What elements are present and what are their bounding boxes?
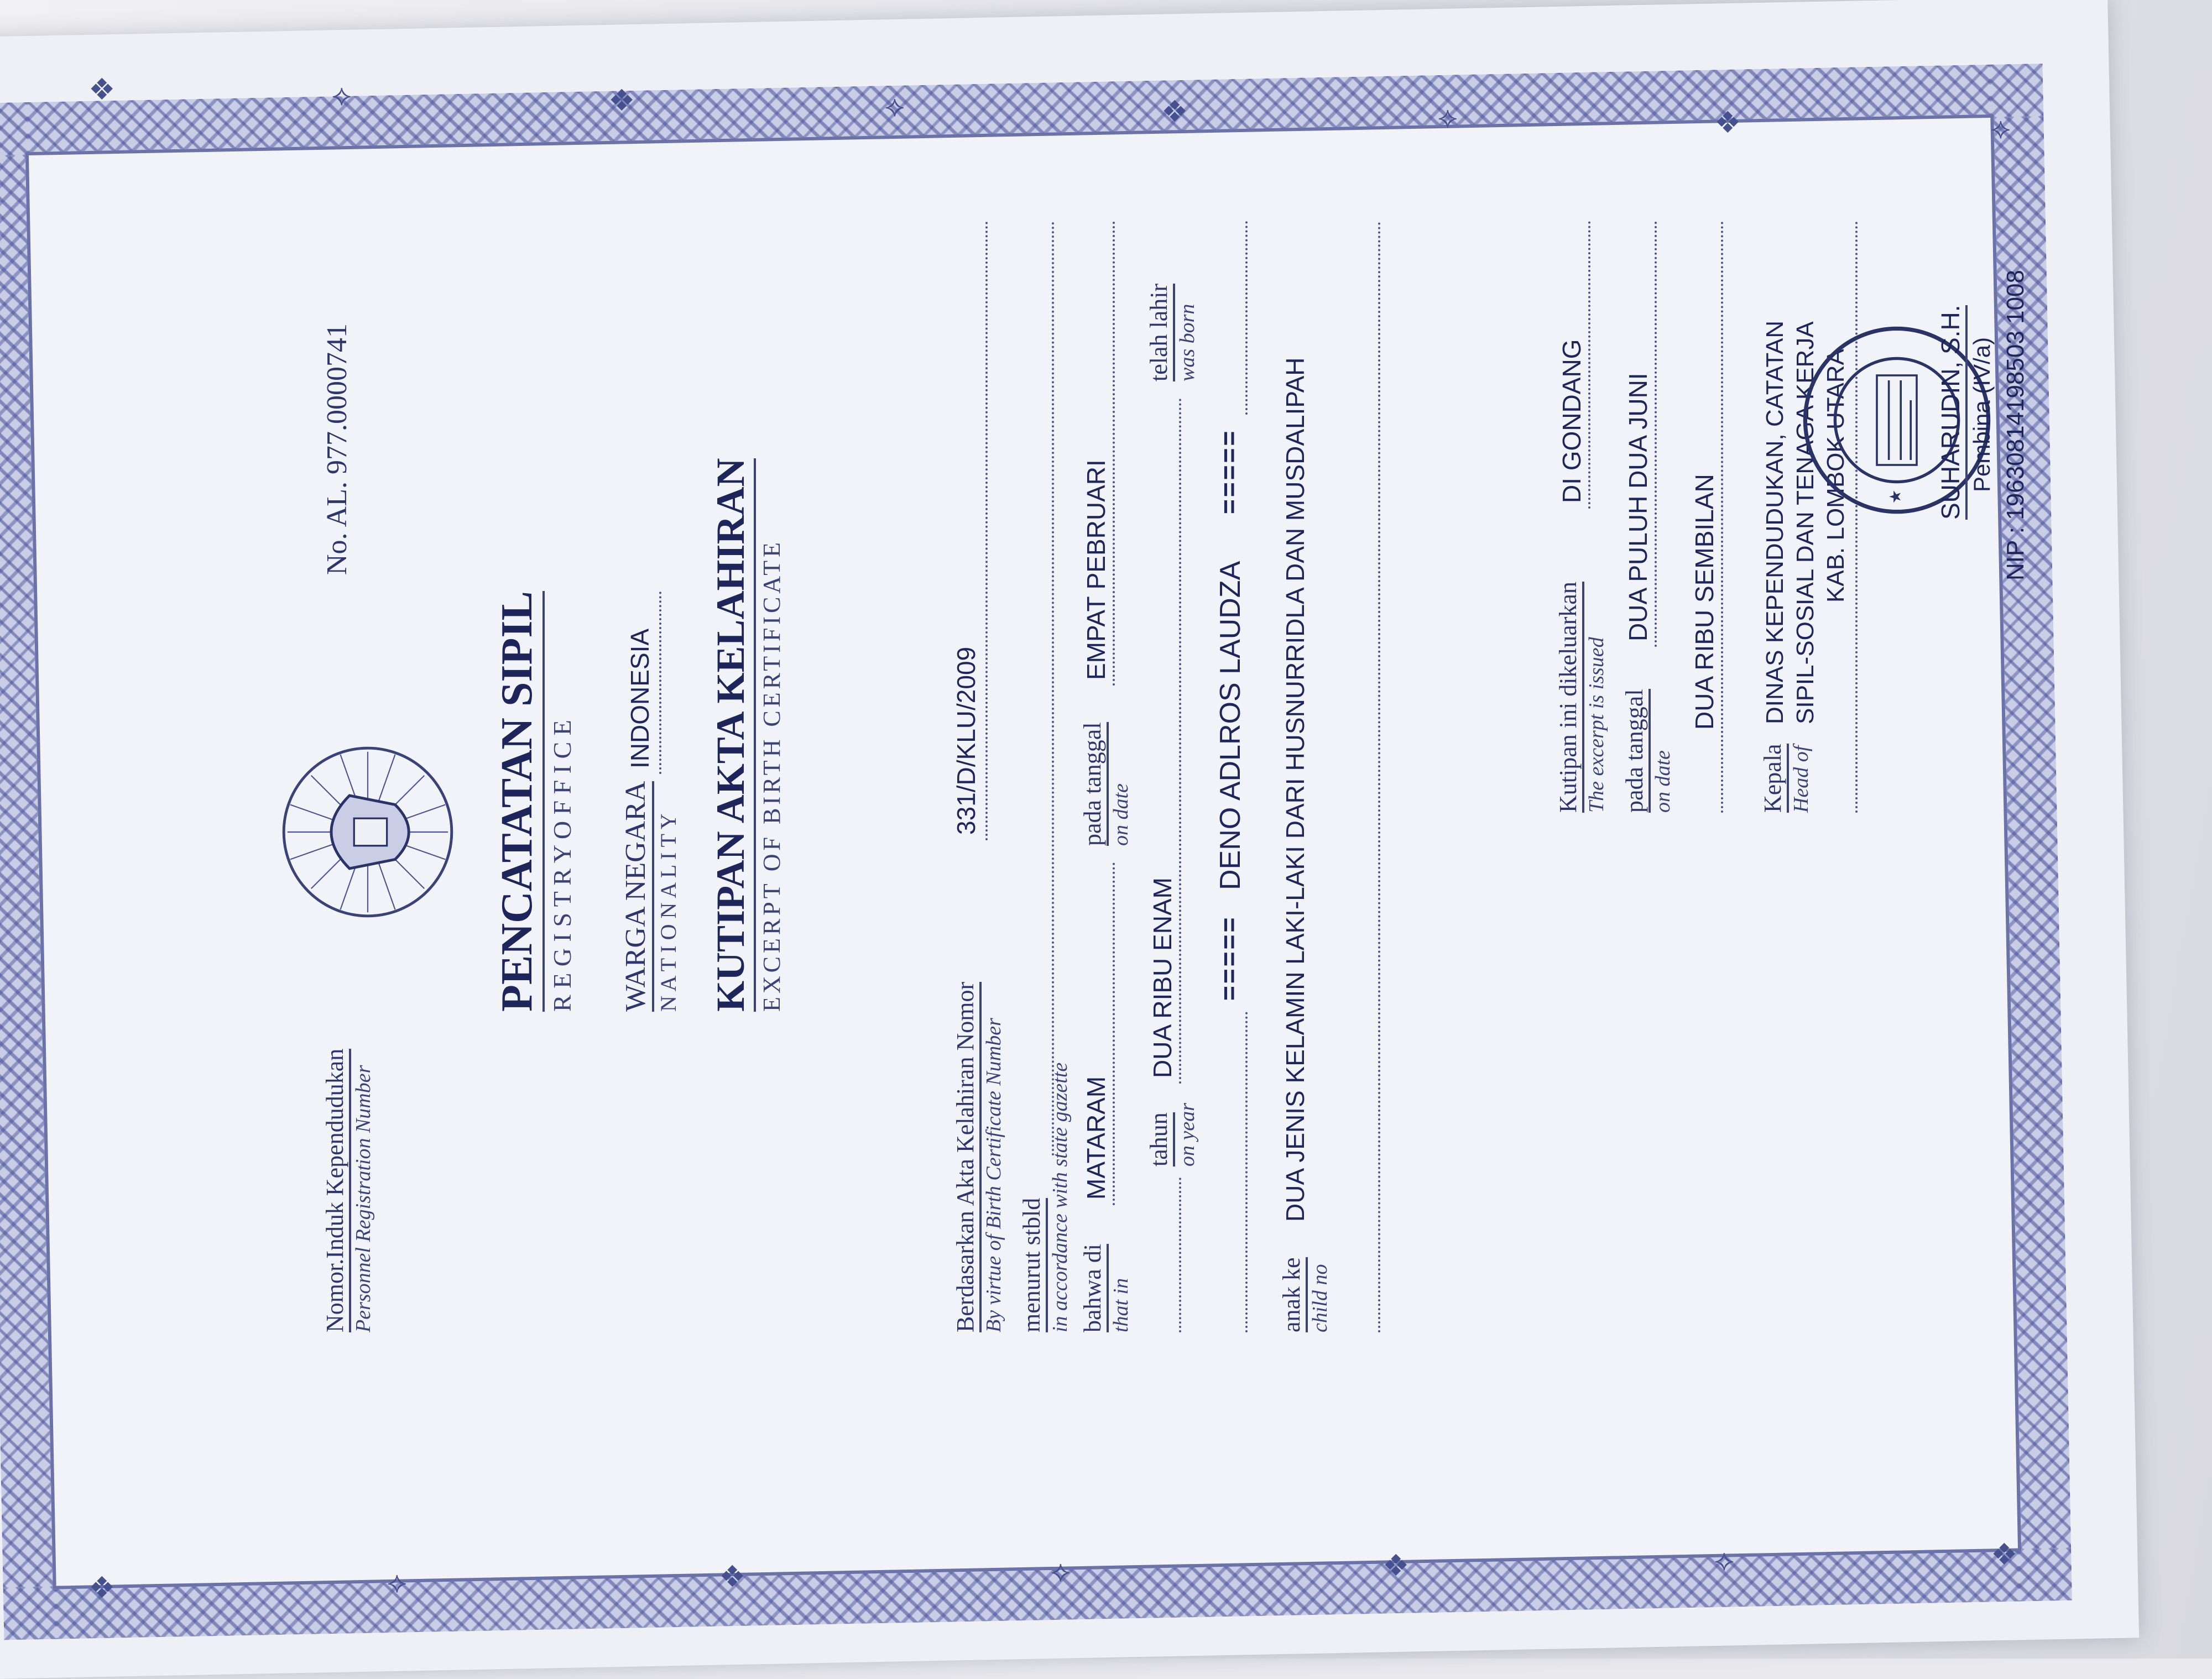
document-title: KUTIPAN AKTA KELAHIRAN bbox=[708, 458, 756, 1012]
head-office-line3: KAB. LOMBOK UTARA bbox=[1822, 349, 1849, 603]
name-trail-dots bbox=[1245, 221, 1248, 415]
head-office-line2: SIPIL-SOSIAL DAN TENAGA KERJA bbox=[1792, 321, 1819, 724]
official-name: SUHARUDIN, S.H. bbox=[1936, 305, 1968, 520]
year-label-en: on year bbox=[1176, 1102, 1199, 1167]
issued-year-dots bbox=[1721, 221, 1723, 813]
issued-label-en: The excerpt is issued bbox=[1585, 637, 1608, 813]
basis-label-en: By virtue of Birth Certificate Number bbox=[982, 1018, 1005, 1332]
child-label: anak ke bbox=[1277, 1257, 1308, 1332]
issued-date-value: DUA PULUH DUA JUNI bbox=[1624, 373, 1652, 641]
child-dots bbox=[1378, 221, 1380, 1332]
place-label-en: that in bbox=[1109, 1278, 1133, 1332]
name-lead-dots bbox=[1245, 1012, 1248, 1332]
basis-dots bbox=[985, 221, 988, 840]
document-title-en: EXCERPT OF BIRTH CERTIFICATE bbox=[758, 539, 785, 1012]
issued-date-label: pada tanggal bbox=[1620, 689, 1651, 813]
basis-value: 331/D/KLU/2009 bbox=[952, 646, 980, 835]
office-title-en: R E G I S T R Y O F F I C E bbox=[548, 720, 576, 1012]
place-dots bbox=[1113, 862, 1115, 1205]
place-value: MATARAM bbox=[1082, 1076, 1110, 1200]
date-label: pada tanggal bbox=[1078, 722, 1109, 846]
basis-label: Berdasarkan Akta Kelahiran Nomor bbox=[951, 982, 982, 1332]
serial-number: No. AL. 977.0000741 bbox=[321, 323, 353, 575]
nationality-label-en: N A T I O N A L I T Y bbox=[656, 813, 681, 1012]
gazette-label-en: in accordance with state gazette bbox=[1048, 1062, 1072, 1332]
date-label-en: on date bbox=[1109, 783, 1133, 846]
issued-place-dots bbox=[1588, 221, 1590, 509]
head-label-en: Head of bbox=[1790, 745, 1813, 813]
svg-text:★: ★ bbox=[1886, 489, 1905, 504]
registration-label: Nomor.Induk Kependudukan bbox=[321, 1049, 351, 1332]
certificate-content bbox=[138, 127, 2074, 1542]
issued-label: Kutipan ini dikeluarkan bbox=[1554, 582, 1584, 813]
born-label-en: was born bbox=[1176, 304, 1199, 381]
head-label: Kepala bbox=[1759, 744, 1789, 813]
nationality-label: WARGA NEGARA bbox=[619, 781, 654, 1012]
nationality-dots bbox=[659, 592, 661, 774]
head-office-line1: DINAS KEPENDUDUKAN, CATATAN bbox=[1761, 320, 1788, 724]
place-label: bahwa di bbox=[1078, 1244, 1109, 1332]
registration-label-en: Personnel Registration Number bbox=[352, 1065, 375, 1332]
official-rank: Pembina (IV/a) bbox=[1969, 337, 1995, 492]
year-label: tahun bbox=[1145, 1112, 1175, 1167]
date-dots bbox=[1113, 221, 1115, 686]
issued-year-value: DUA RIBU SEMBILAN bbox=[1690, 474, 1719, 730]
nationality-value: INDONESIA bbox=[625, 628, 654, 768]
year-lead-dots bbox=[1179, 1178, 1181, 1332]
office-title: PENCATATAN SIPIL bbox=[492, 591, 545, 1012]
year-dots bbox=[1179, 398, 1181, 1084]
gazette-dots bbox=[1052, 221, 1054, 1155]
issued-date-dots bbox=[1655, 221, 1657, 647]
child-name-value: DENO ADLROS LAUDZA bbox=[1214, 561, 1246, 890]
date-value: EMPAT PEBRUARI bbox=[1082, 459, 1110, 680]
name-mark-right: ===== bbox=[1214, 428, 1243, 514]
child-label-en: child no bbox=[1308, 1264, 1332, 1332]
official-nip: NIP : 19630814198503 1008 bbox=[2002, 270, 2029, 580]
name-mark-left: ===== bbox=[1214, 915, 1243, 1001]
child-value: DUA JENIS KELAMIN LAKI-LAKI DARI HUSNURRIDLA DAN MUSDALIPAH bbox=[1281, 357, 1310, 1222]
garuda-emblem bbox=[276, 741, 459, 923]
issued-place: DI GONDANG bbox=[1557, 339, 1586, 503]
born-label: telah lahir bbox=[1145, 284, 1175, 381]
issued-date-label-en: on date bbox=[1651, 750, 1674, 813]
year-value: DUA RIBU ENAM bbox=[1148, 877, 1177, 1078]
gazette-label: menurut stbld bbox=[1018, 1198, 1048, 1332]
